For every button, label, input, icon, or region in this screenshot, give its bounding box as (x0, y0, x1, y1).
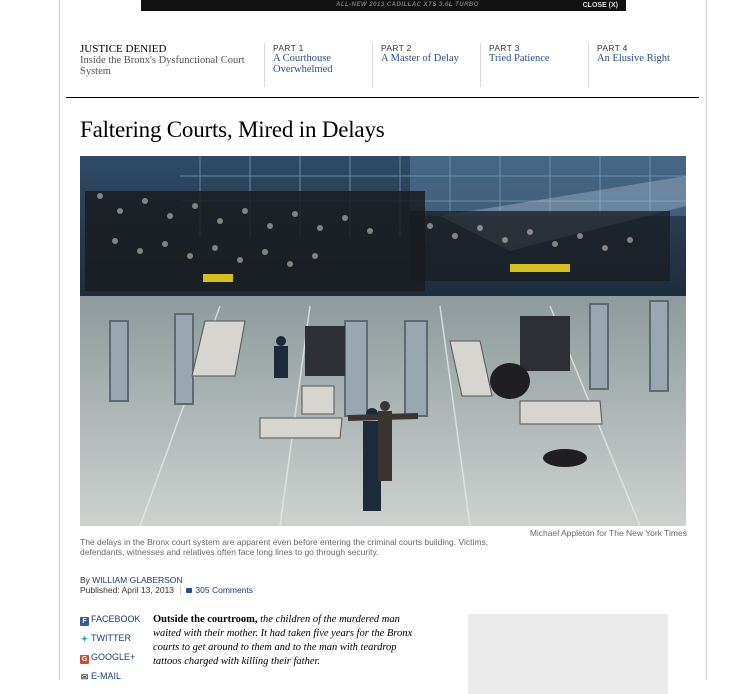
comment-bubble-icon (186, 588, 192, 593)
dateline (80, 585, 253, 596)
part-number: PART 2 (381, 43, 412, 53)
part-number: PART 3 (489, 43, 520, 53)
series-navigation (80, 43, 700, 98)
series-part-4-link[interactable] (588, 43, 697, 87)
article-photo[interactable] (80, 156, 686, 526)
header-rule (66, 97, 699, 98)
part-name: A Courthouse Overwhelmed (273, 53, 333, 75)
email-icon: ✉ (80, 672, 89, 682)
part-name: A Master of Delay (381, 53, 459, 64)
part-name: An Elusive Right (597, 53, 670, 64)
series-part-2-link[interactable] (372, 43, 473, 87)
part-number: PART 4 (597, 43, 628, 53)
twitter-icon: ✦ (80, 634, 89, 644)
ad-close-button[interactable]: CLOSE (X) (582, 2, 618, 9)
lead-in: Outside the courtroom, (153, 614, 258, 625)
share-label: GOOGLE+ (91, 652, 136, 662)
photo-credit: Michael Appleton for The New York Times (529, 528, 687, 538)
paragraph-text: the children of the murdered man waited with their mother. It had taken five years for the Bronx courts to get around to them and to the man with teardrop tattoos charged with killing their father. (153, 614, 413, 667)
comments-link[interactable] (180, 585, 253, 595)
series-part-1-link[interactable] (264, 43, 361, 87)
share-email-button[interactable] (80, 669, 150, 688)
photo-caption: The delays in the Bronx court system are apparent even before entering the criminal courts building. Victims, defendants, witnesses and relatives often face long lines to go through security. (80, 537, 489, 557)
share-label: FACEBOOK (91, 614, 141, 624)
part-number: PART 1 (273, 43, 304, 53)
author-link[interactable]: WILLIAM GLABERSON (92, 575, 183, 585)
top-banner-ad[interactable] (141, 0, 626, 11)
series-subtitle: Inside the Bronx's Dysfunctional Court System (80, 55, 245, 77)
byline-prefix: By (80, 575, 90, 585)
series-title: JUSTICE DENIED (80, 43, 167, 55)
facebook-icon: F (80, 617, 89, 626)
share-facebook-button[interactable] (80, 612, 150, 631)
series-header[interactable] (80, 43, 260, 77)
series-part-3-link[interactable] (480, 43, 575, 87)
share-twitter-button[interactable] (80, 631, 150, 650)
part-name: Tried Patience (489, 53, 550, 64)
share-tools (80, 612, 150, 688)
sidebar-ad-placeholder[interactable] (468, 614, 668, 694)
article-headline: Faltering Courts, Mired in Delays (80, 117, 385, 142)
share-label: TWITTER (91, 633, 131, 643)
ad-text: ALL-NEW 2013 CADILLAC XTS 3.6L TURBO (336, 2, 479, 8)
share-label: E-MAIL (91, 671, 122, 681)
published-date: Published: April 13, 2013 (80, 585, 175, 595)
share-google-plus-button[interactable] (80, 650, 150, 669)
comments-count: 305 Comments (195, 585, 254, 595)
google-plus-icon: G (81, 656, 88, 663)
article-body-first-paragraph (153, 613, 418, 669)
